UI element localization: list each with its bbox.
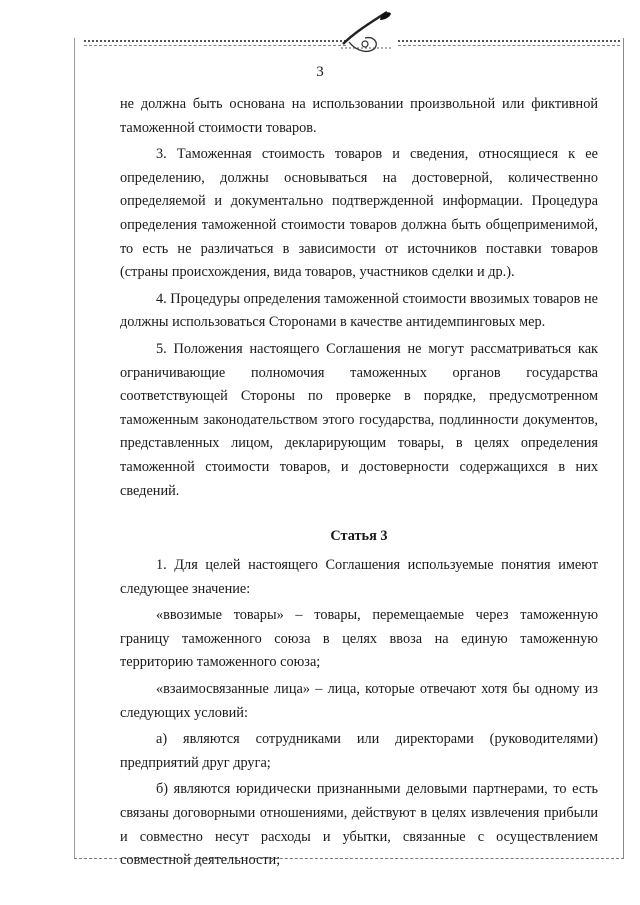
paragraph-condition-a: а) являются сотрудниками или директорами (руководителями) предприятий друг друга; xyxy=(120,731,598,771)
article-heading: Статья 3 xyxy=(330,528,388,545)
paragraph-definitions-intro: 1. Для целей настоящего Соглашения используемые понятия имеют следующее значение: xyxy=(120,557,598,597)
paragraph-definition-related-persons: «взаимосвязанные лица» – лица, которые отвечают хотя бы одному из следующих условий: xyxy=(120,681,598,721)
paragraph-clause-5: 5. Положения настоящего Соглашения не могут рассматриваться как ограничивающие полномочия таможенных органов государства соответствующей Стороны по проверке в порядке, предусмотренном таможенным законодательством этого государства, подлинности документов, представленных лицом, декларирующим товары, в целях определения таможенной стоимости товаров, и достоверности содержащихся в них сведений. xyxy=(120,340,598,499)
scan-top-edge-left xyxy=(84,40,346,46)
binding-seal-mark xyxy=(335,8,395,60)
scan-top-edge-right xyxy=(398,40,620,46)
paragraph-condition-b: б) являются юридически признанными деловыми партнерами, то есть связаны договорными отношениями, действуют в целях извлечения прибыли и совместно несут расходы и убытки, связанные с осуществлением совместной деятельности; xyxy=(120,781,598,869)
paragraph-continuation: не должна быть основана на использовании произвольной или фиктивной таможенной стоимости товаров. xyxy=(120,96,598,136)
page-number: 3 xyxy=(316,64,324,80)
paragraph-clause-3: 3. Таможенная стоимость товаров и сведения, относящиеся к ее определению, должны основываться на достоверной, количественно определяемой и документально подтвержденной информации. Процедура определения таможенной стоимости товаров должна быть общеприменимой, то есть не различаться в зависимости от источников поставки товаров (страны происхождения, вида товаров, участников сделки и др.). xyxy=(120,146,598,281)
paragraph-clause-4: 4. Процедуры определения таможенной стоимости ввозимых товаров не должны использоваться Сторонами в качестве антидемпинговых мер. xyxy=(120,290,598,331)
paragraph-definition-imported-goods: «ввозимые товары» – товары, перемещаемые через таможенную границу таможенного союза в целях ввоза на единую таможенную территорию таможенного союза; xyxy=(120,607,598,671)
document-body xyxy=(120,93,598,873)
